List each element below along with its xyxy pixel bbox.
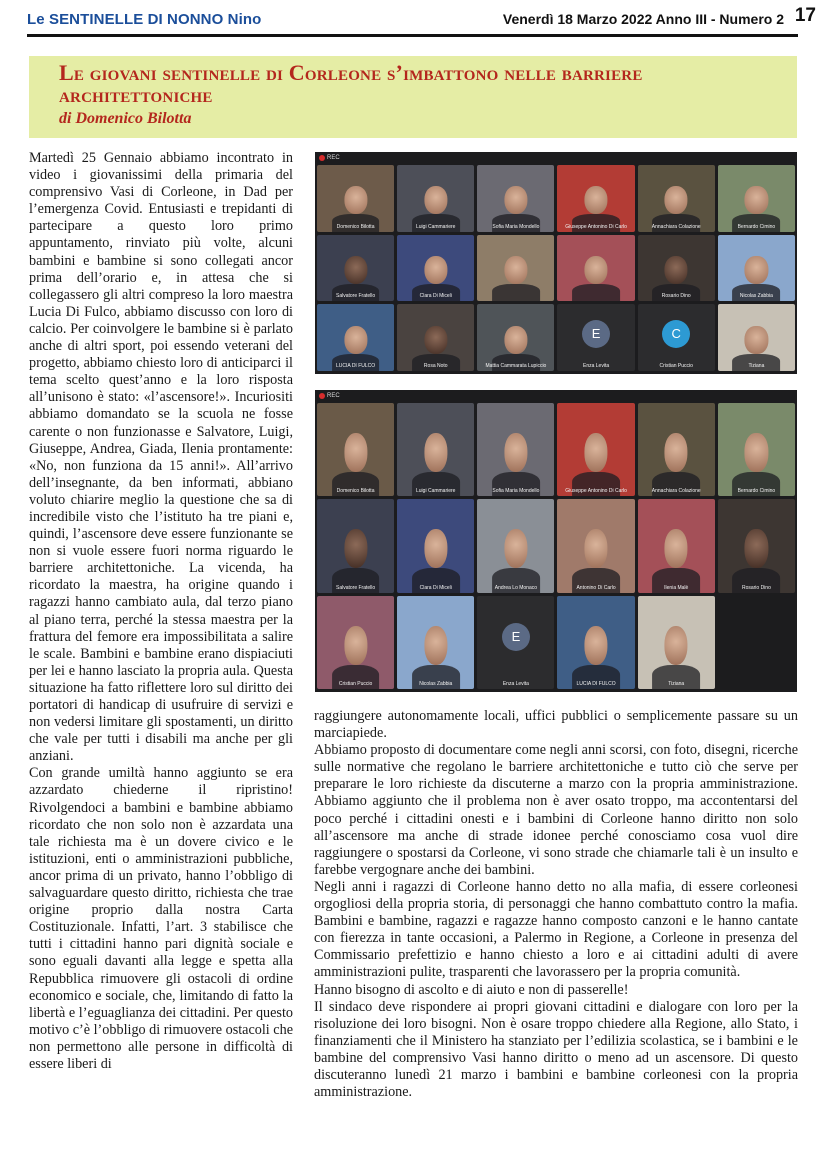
participant-tile xyxy=(477,304,554,371)
participant-name: Bernardo Cimino xyxy=(737,488,776,495)
participant-tile xyxy=(477,403,554,496)
participant-face xyxy=(665,626,688,665)
participant-tile xyxy=(718,235,795,302)
participant-name: Luigi Cammariere xyxy=(416,488,456,495)
participant-face xyxy=(745,326,768,354)
article-bottom-column xyxy=(314,708,798,1101)
participant-tile xyxy=(397,304,474,371)
participant-tile xyxy=(718,165,795,232)
participant-tile xyxy=(638,596,715,689)
participant-body xyxy=(572,284,620,301)
participant-face xyxy=(504,433,527,472)
paragraph: Negli anni i ragazzi di Corleone hanno detto no alla mafia, di essere corleonesi orgogliosi della propria storia, di personaggi che hanno combattuto contro la mafia. Bambini e bambine, ragazzi e ragazze hanno composto canzoni e le hanno cantate con fierezza in tante occasioni, a Palermo in Regione, a Corleone in presenza del Commissario prefettizio e hanno chiesto a loro e ai cittadini adulti di avere amministrazioni pulite, trasparenti che lavorassero per la propria comunità. xyxy=(314,878,798,981)
participant-name: Tiziana xyxy=(668,681,685,687)
participant-name: Mattia Cammarata Lupiccio xyxy=(485,362,547,369)
participant-tile xyxy=(477,499,554,592)
participant-tile xyxy=(557,165,634,232)
participant-tile xyxy=(317,499,394,592)
participant-face xyxy=(344,529,367,568)
participant-face xyxy=(424,256,447,284)
participant-face xyxy=(344,186,367,214)
participant-name: Salvatore Fratello xyxy=(335,584,376,591)
participant-name: Enza Levita xyxy=(502,681,529,687)
participant-tile xyxy=(317,235,394,302)
participant-name: Sofia Maria Mondello xyxy=(492,488,540,495)
participant-face xyxy=(424,326,447,354)
participant-face xyxy=(344,256,367,284)
participant-face xyxy=(665,186,688,214)
participant-tile xyxy=(718,403,795,496)
rec-indicator xyxy=(319,155,340,161)
page-number: 17 xyxy=(794,5,816,26)
participant-name: Nicolas Zabbia xyxy=(419,681,453,687)
participant-tile xyxy=(317,403,394,496)
participant-tile xyxy=(638,403,715,496)
article-left-column xyxy=(29,150,293,1073)
paragraph: raggiungere autonomamente locali, uffici pubblici o semplicemente passare su un marciapiede. xyxy=(314,708,798,742)
participant-tile xyxy=(477,235,554,302)
participant-tile xyxy=(557,235,634,302)
participant-face xyxy=(665,529,688,568)
participant-face xyxy=(584,256,607,284)
issue-info: Venerdì 18 Marzo 2022 Anno III - Numero 2 xyxy=(502,11,784,27)
participant-name: Annachiara Colazione xyxy=(651,223,701,230)
participant-name: Clara Di Miceli xyxy=(419,584,452,591)
participant-tile xyxy=(397,403,474,496)
participant-tile xyxy=(477,165,554,232)
record-icon xyxy=(319,393,325,399)
participant-face xyxy=(584,186,607,214)
article-title-box xyxy=(29,56,797,138)
participant-name: LUCIA DI FULCO xyxy=(576,681,616,687)
video-call-photo-2 xyxy=(315,390,797,692)
participant-tile xyxy=(557,499,634,592)
participant-body xyxy=(492,284,540,301)
article-author: di Domenico Bilotta xyxy=(59,110,192,127)
participant-name: Rosario Dino xyxy=(661,293,691,300)
participant-tile xyxy=(557,304,634,371)
participant-name: Antonino Di Carlo xyxy=(576,584,616,591)
participant-tile xyxy=(718,499,795,592)
participant-name: Clara Di Miceli xyxy=(419,293,452,300)
participant-tile xyxy=(557,596,634,689)
participant-face xyxy=(344,326,367,354)
participant-face xyxy=(584,529,607,568)
participant-name: Rosario Dino xyxy=(741,584,771,591)
participant-name: Domenico Bilotta xyxy=(336,223,375,230)
participant-tile xyxy=(317,596,394,689)
participant-tile xyxy=(317,165,394,232)
participant-name: Cristian Puccio xyxy=(338,681,373,687)
participant-name: Luigi Cammariere xyxy=(416,223,456,230)
participant-grid xyxy=(315,165,797,371)
participant-tile xyxy=(718,304,795,371)
paragraph: Il sindaco deve rispondere ai propri giovani cittadini e dialogare con loro per la risoluzione dei loro bisogni. Non è osare troppo chiedere alla Regione, allo Stato, i finanziamenti che il Ministero ha stanziato per l’edilizia scolastica, se i bambini e le bambine del comprensivo Vasi hanno diritto o meno ad un ascensore. Di questo discuteranno lunedì 21 marzo i bambini e bambine corleonesi con la propria amministrazione. xyxy=(314,998,798,1101)
participant-name: Andrea Lo Monaco xyxy=(494,584,538,591)
paragraph: Con grande umiltà hanno aggiunto se era azzardato chiederne il ripristino! Rivolgendoci a bambini e bambine abbiamo ricordato che non solo non è azzardata una tale richiesta ma è un dovere civico e le istituzioni, enti o amministrazioni pubbliche, ancor prima di un privato, hanno l’obbligo di salvaguardare questo diritto, richiesta che trae origine proprio dalla nostra Carta Costituzionale. Infatti, l’art. 3 stabilisce che tutti i cittadini hanno pari dignità sociale e sono eguali davanti alla legge e spetta alla Repubblica rimuovere gli ostacoli di ordine economico e sociale, che, limitando di fatto la libertà e l’eguaglianza dei cittadini. Per questo motivo c’è l’obbligo di rimuovere ostacoli che non permettono alle persone in difficoltà di essere liberi di xyxy=(29,765,293,1072)
participant-tile xyxy=(557,403,634,496)
participant-name: Giuseppe Antonino Di Carlo xyxy=(565,223,627,230)
participant-name: Ilenia Malè xyxy=(664,584,689,591)
participant-face xyxy=(504,256,527,284)
participant-tile xyxy=(638,499,715,592)
paragraph: Hanno bisogno di ascolto e di aiuto e non di passerelle! xyxy=(314,981,629,998)
participant-name: LUCIA DI FULCO xyxy=(335,362,376,369)
participant-face xyxy=(745,529,768,568)
participant-name: Rosa Noto xyxy=(423,362,448,369)
participant-tile xyxy=(397,596,474,689)
participant-name: Tiziana xyxy=(748,362,765,369)
header-divider xyxy=(27,34,798,37)
rec-indicator xyxy=(319,393,340,399)
participant-face xyxy=(584,433,607,472)
rec-label: REC xyxy=(327,155,340,161)
participant-name: Domenico Bilotta xyxy=(336,488,375,495)
participant-name: Enza Levita xyxy=(582,362,610,369)
participant-face xyxy=(424,626,447,665)
participant-face xyxy=(745,256,768,284)
participant-face xyxy=(584,626,607,665)
participant-face xyxy=(344,626,367,665)
participant-face xyxy=(504,186,527,214)
participant-face xyxy=(424,433,447,472)
paragraph: Martedì 25 Gennaio abbiamo incontrato in video i giovanissimi della primaria del comprensivo Vasi di Corleone, in Dad per l’emergenza Covid. Entusiasti e trepidanti di partecipare a questo loro primo appuntamento, rinviato più volte, alcuni bambini e bambine si sono collegati ancor prima dell’orario e, in attesa che si collegassero gli altri compreso la loro maestra Lucia Di Fulco, abbiamo discusso con loro di calcio. Per coinvolgere le bambine si è parlato anche di altri sport, poi essendo veterani del progetto, abbiamo chiesto loro di anticiparci il tema scelto quest’anno e la loro risposta all’unisono è stato: «l’ascensore!». Incuriositi abbiamo domandato se la scuola ne fosse carente o non funzionasse e Salvatore, Luigi, Giuseppe, Andrea, Giada, Ilenia prontamente: «No, non funziona da 15 anni!». All’arrivo dell’insegnante, da ben informati, abbiano voluto chiarire meglio la questione che sa di incredibile visto che l’istituto ha tre piani e, quindi, l’ascensore deve essere funzionante se non si vuole essere fuori norma riguardo le barriere architettoniche. La vicenda, ha ricordato la maestra, ha origine quando i ragazzi hanno cambiato aula, dal terzo piano al piano terra, perché la stessa maestra per la frattura del femore era impossibilitata a salire le scale. Bambini e bambine erano dispiaciuti per lei e hanno lasciato la propria aula. Questa situazione ha fatto riflettere loro sul diritto dei portatori di handicap di usufruire di servizi e non vedersi limitare gli spostamenti, un diritto che vale per tutti i disabili ma anche per gli anziani. xyxy=(29,150,293,765)
participant-tile xyxy=(317,304,394,371)
participant-tile xyxy=(397,499,474,592)
video-call-photo-1 xyxy=(315,152,797,374)
participant-face xyxy=(745,186,768,214)
paragraph: Abbiamo proposto di documentare come negli anni scorsi, con foto, disegni, ricerche sulle normative che regolano le barriere architettoniche e tutto ciò che serve per preparare le loro richieste da discuterne a marzo con la propria amministrazione. Abbiamo aggiunto che il problema non è aver osato troppo, ma accontentarsi del poco perché i cittadini onesti e i bambini di Corleone hanno diritto non solo all’ascensore ma anche di strade idonee perché conosciamo cosa vuol dire raggiungere o spostarsi da Corleone, vi sono strade che chiamarle tali è un insulto e farebbe vergognare anche dei bambini. xyxy=(314,742,798,878)
participant-face xyxy=(504,326,527,354)
participant-name: Giuseppe Antonino Di Carlo xyxy=(565,488,627,495)
rec-label: REC xyxy=(327,393,340,399)
participant-face xyxy=(665,256,688,284)
participant-tile xyxy=(638,165,715,232)
participant-avatar: C xyxy=(662,320,690,348)
magazine-name: Le SENTINELLE DI NONNO Nino xyxy=(27,11,262,28)
participant-name: Cristian Puccio xyxy=(659,362,693,369)
participant-face xyxy=(424,529,447,568)
participant-name: Nicolas Zabbia xyxy=(739,293,773,300)
participant-face xyxy=(745,433,768,472)
participant-name: Bernardo Cimino xyxy=(737,223,776,230)
participant-grid xyxy=(315,403,797,689)
participant-tile xyxy=(638,304,715,371)
participant-tile xyxy=(477,596,554,689)
participant-name: Annachiara Colazione xyxy=(651,488,701,495)
record-icon xyxy=(319,155,325,161)
participant-avatar: E xyxy=(582,320,610,348)
participant-tile xyxy=(397,165,474,232)
participant-avatar: E xyxy=(502,623,530,651)
participant-face xyxy=(424,186,447,214)
participant-face xyxy=(344,433,367,472)
participant-face xyxy=(504,529,527,568)
participant-name: Sofia Maria Mondello xyxy=(492,223,540,230)
article-title: Le giovani sentinelle di Corleone s’imbattono nelle barriere architettoniche xyxy=(59,60,643,107)
participant-tile xyxy=(397,235,474,302)
participant-face xyxy=(665,433,688,472)
participant-name: Salvatore Fratello xyxy=(335,293,376,300)
participant-tile xyxy=(638,235,715,302)
